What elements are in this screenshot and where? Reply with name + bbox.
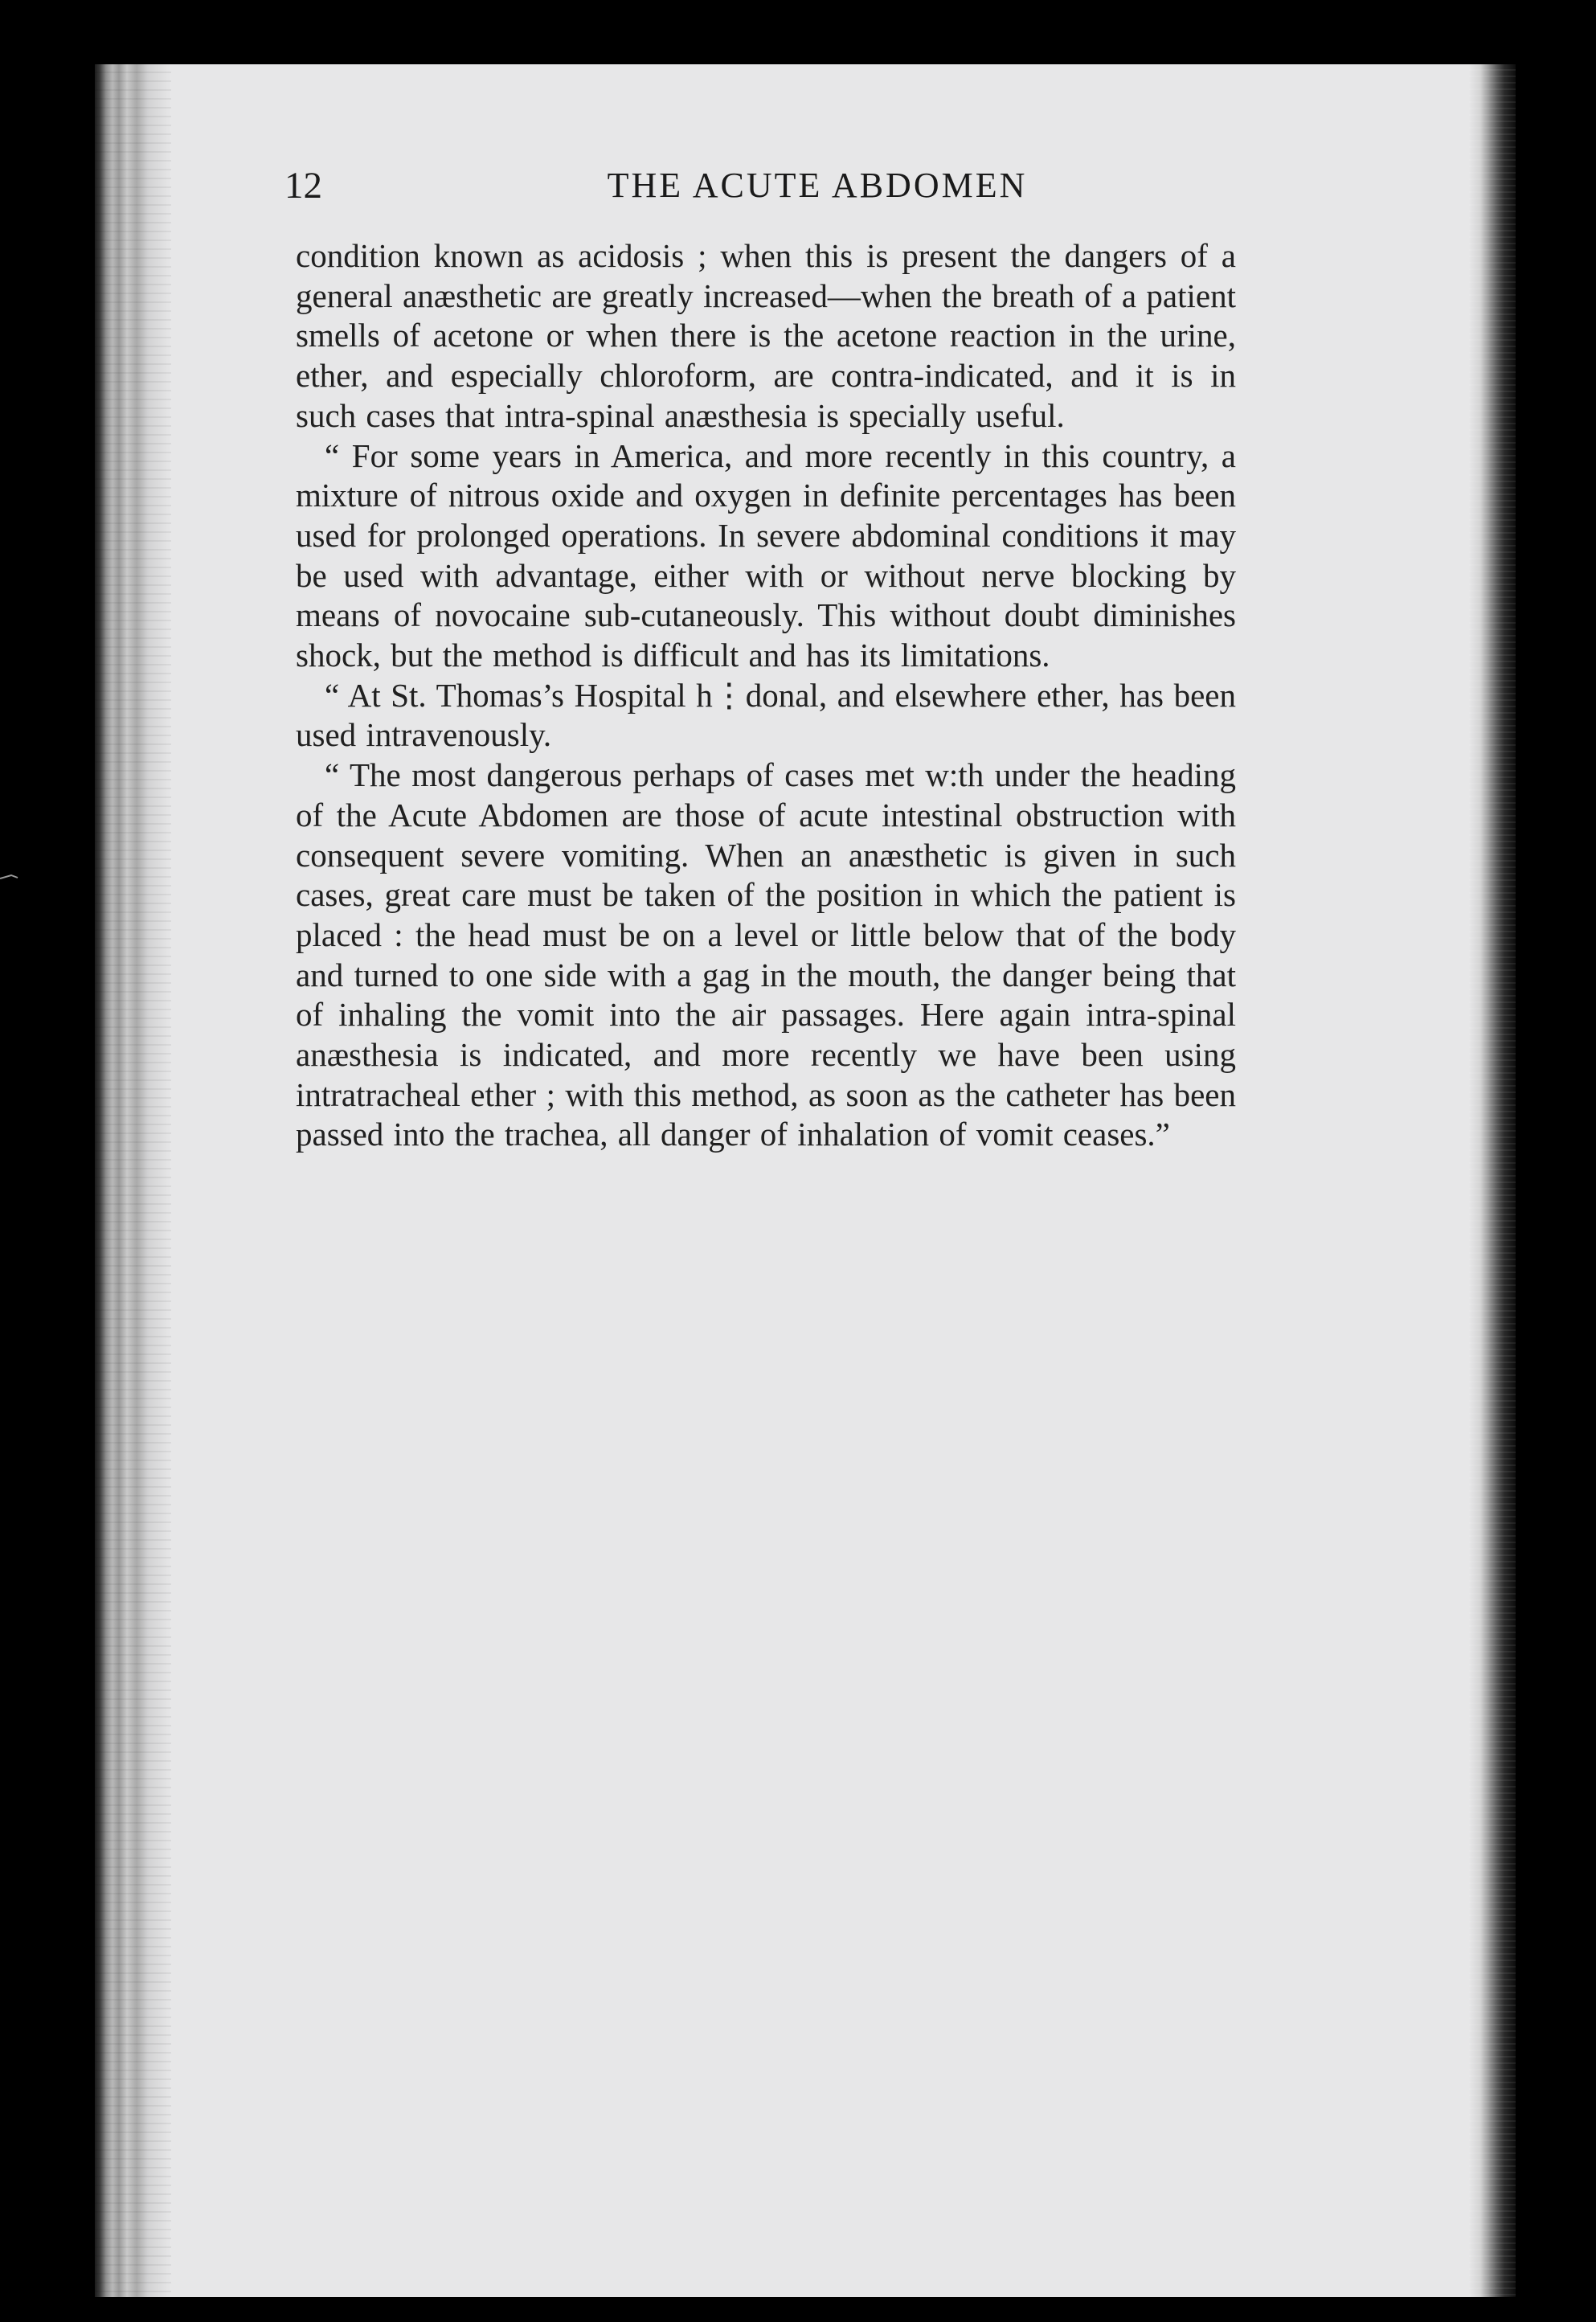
paragraph: condition known as acidosis ; when this is present the dangers of a general anæsthetic are greatly increased—when the breath of a patient smells of acetone or when there is the acetone reaction in the urine, ether, and especially chloroform, are contra-indicated, and it is in such cases that intra-spinal anæsthesia is specially useful. (296, 237, 1236, 434)
running-head (284, 158, 1254, 214)
scan-mark (0, 870, 21, 876)
page-stack-edge-texture (1469, 64, 1516, 2297)
binding-gutter-texture (95, 64, 171, 2297)
body-text (296, 236, 1236, 1155)
paragraph: “ The most dangerous perhaps of cases met w:th under the heading of the Acute Abdomen are those of acute intestinal obstruction with consequent severe vomiting. When an anæsthetic is given in such cases, great care must be taken of the position in which the patient is placed : the head must be on a level or little below that of the body and turned to one side with a gag in the mouth, the danger being that of inhaling the vomit into the air passages. Here again intra-spinal anæsthesia is indicated, and more recently we have been using intratracheal ether ; with this method, as soon as the catheter has been passed into the trachea, all danger of inhalation of vomit ceases.” (296, 756, 1236, 1153)
paragraph: “ At St. Thomas’s Hospital h⋮donal, and elsewhere ether, has been used intravenously. (296, 676, 1236, 754)
paragraph: “ For some years in America, and more recently in this country, a mixture of nitrous oxide and oxygen in definite percentages has been used for prolonged operations. In severe abdominal conditions it may be used with advantage, either with or without nerve blocking by means of novocaine sub-cutaneously. This without doubt diminishes shock, but the method is difficult and has its limitations. (296, 436, 1236, 674)
page-number: 12 (284, 165, 322, 207)
page-title: THE ACUTE ABDOMEN (607, 166, 1028, 205)
